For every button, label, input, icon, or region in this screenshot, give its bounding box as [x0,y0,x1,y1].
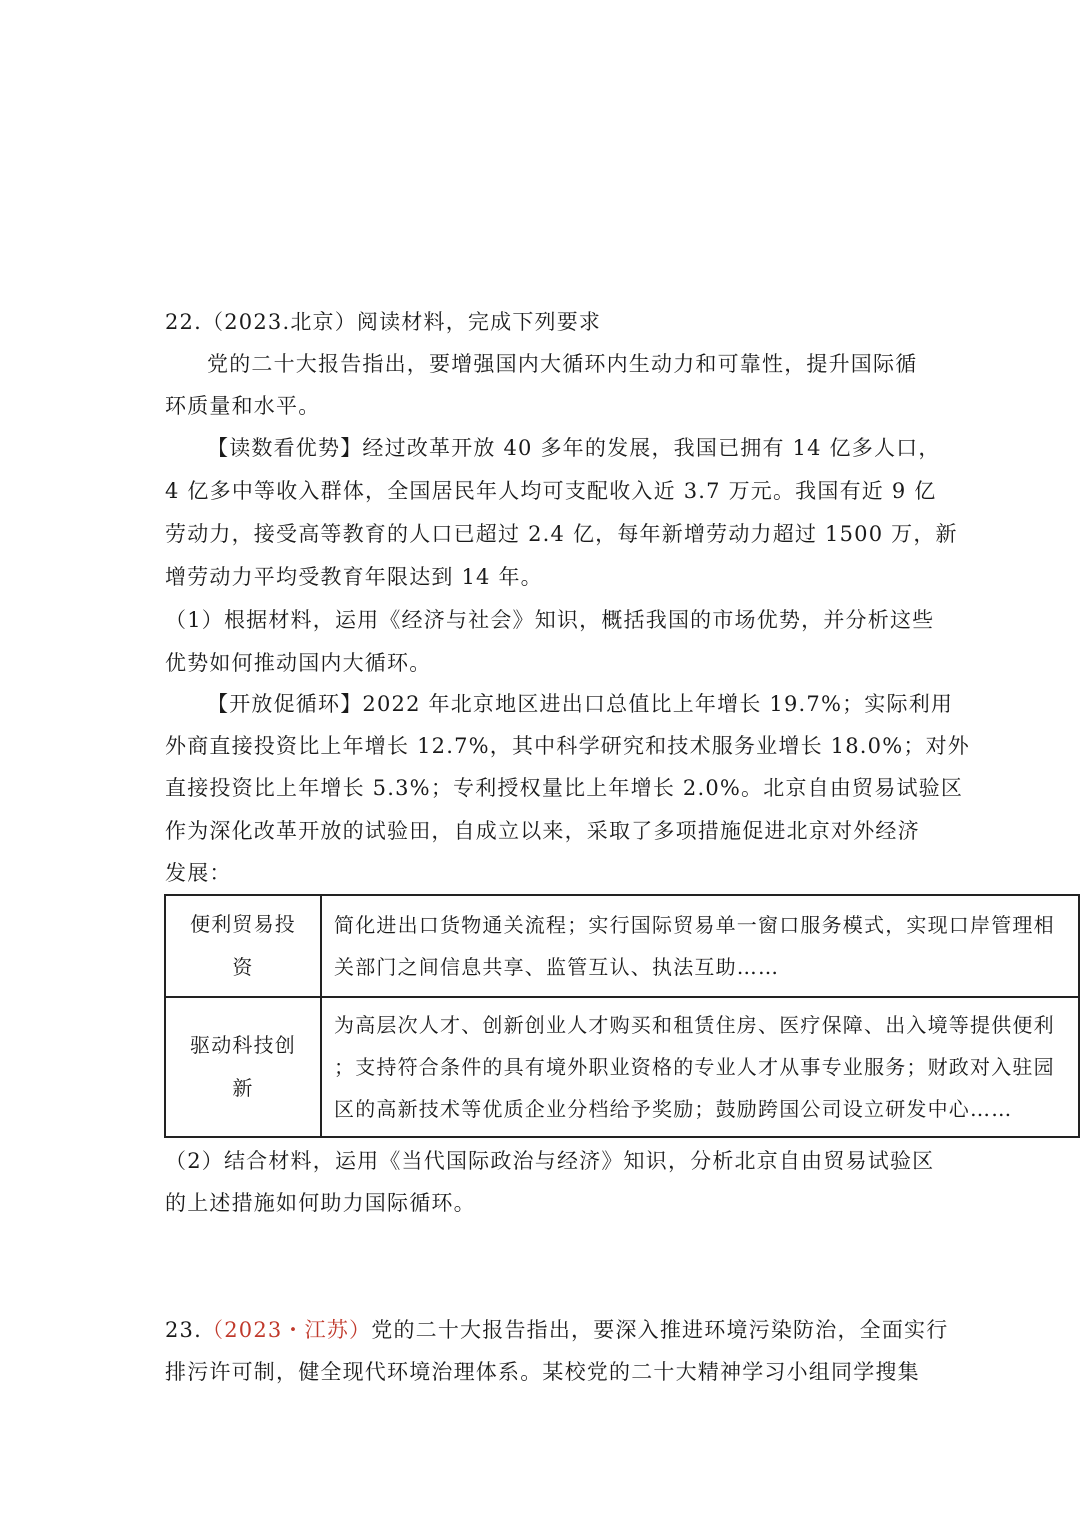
row-content: 为高层次人才、创新创业人才购买和租赁住房、医疗保障、出入境等提供便利 ；支持符合条件的具有境外职业资格的专业人才从事专业服务；财政对入驻园 区的高新技术等优质企业分档给予奖励；鼓励跨国公司设立研发中心…… [321,997,1079,1137]
row-label: 便利贸易投 资 [165,895,321,997]
question-22-title: 22.（2023.北京）阅读材料，完成下列要求 [165,310,602,334]
question-23-source: （2023・江苏） [202,1318,372,1342]
material-1-line: 增劳动力平均受教育年限达到 14 年。 [165,565,543,589]
material-2-line: 发展： [165,861,232,885]
row-label: 驱动科技创 新 [165,997,321,1137]
question-23-number: 23. [165,1318,202,1342]
question-22-2: （2）结合材料，运用《当代国际政治与经济》知识，分析北京自由贸易试验区 [165,1149,935,1173]
intro-line: 环质量和水平。 [165,394,321,418]
table-row [165,997,1079,1137]
table-row [165,895,1079,997]
material-2-line: 作为深化改革开放的试验田，自成立以来，采取了多项措施促进北京对外经济 [165,819,920,843]
material-1-line: 劳动力，接受高等教育的人口已超过 2.4 亿，每年新增劳动力超过 1500 万，新 [165,522,958,546]
material-2-line: 直接投资比上年增长 5.3%；专利授权量比上年增长 2.0%。北京自由贸易试验区 [165,776,964,800]
measures-table [164,894,1080,1138]
material-2-line: 【开放促循环】2022 年北京地区进出口总值比上年增长 19.7%；实际利用 [207,692,954,716]
material-1-line: 【读数看优势】经过改革开放 40 多年的发展，我国已拥有 14 亿多人口， [207,436,941,460]
question-22-1: （1）根据材料，运用《经济与社会》知识，概括我国的市场优势，并分析这些 [165,608,935,632]
material-2-line: 外商直接投资比上年增长 12.7%，其中科学研究和技术服务业增长 18.0%；对外 [165,734,970,758]
intro-line: 党的二十大报告指出，要增强国内大循环内生动力和可靠性，提升国际循 [207,352,918,376]
material-1-line: 4 亿多中等收入群体，全国居民年人均可支配收入近 3.7 万元。我国有近 9 亿 [165,479,937,503]
row-content: 简化进出口货物通关流程；实行国际贸易单一窗口服务模式，实现口岸管理相 关部门之间信息共享、监管互认、执法互助…… [321,895,1079,997]
question-23-text: 党的二十大报告指出，要深入推进环境污染防治，全面实行 [371,1318,949,1342]
question-22-1: 优势如何推动国内大循环。 [165,651,432,675]
question-22-2: 的上述措施如何助力国际循环。 [165,1191,476,1215]
question-23-line: 排污许可制，健全现代环境治理体系。某校党的二十大精神学习小组同学搜集 [165,1360,920,1384]
question-23-line [165,1315,949,1345]
